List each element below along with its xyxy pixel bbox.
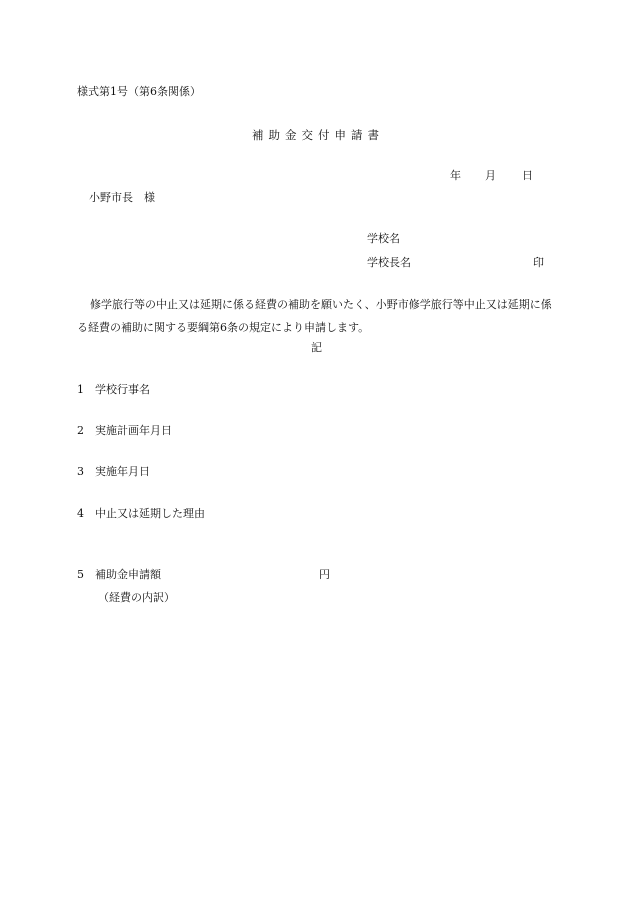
school-name-label: 学校名 (367, 232, 400, 245)
date-year: 年 (450, 169, 461, 182)
item-label: 学校行事名 (95, 383, 150, 396)
ki-heading: 記 (311, 341, 322, 354)
item-label: 実施年月日 (95, 465, 150, 478)
principal-name-label: 学校長名 (367, 256, 411, 269)
item-label: 補助金申請額 (95, 568, 161, 581)
request-body-text: 修学旅行等の中止又は延期に係る経費の補助を願いたく、小野市修学旅行等中止又は延期に係る経費の補助に関する要綱第6条の規定により申請します。 (77, 298, 552, 334)
date-day: 日 (522, 169, 533, 182)
yen-unit: 円 (319, 568, 330, 581)
item-label: 中止又は延期した理由 (95, 507, 205, 520)
item-number: 3 (77, 465, 84, 478)
document-title: 補助金交付申請書 (252, 128, 384, 142)
item-number: 1 (77, 383, 84, 396)
item-label: 実施計画年月日 (95, 424, 172, 437)
date-month: 月 (485, 169, 496, 182)
expense-breakdown-label: （経費の内訳） (98, 591, 175, 604)
form-number: 様式第1号（第6条関係） (77, 85, 201, 98)
seal-mark: 印 (533, 256, 544, 269)
item-number: 5 (77, 568, 84, 581)
addressee: 小野市長 様 (89, 191, 155, 204)
item-number: 4 (77, 507, 84, 520)
item-number: 2 (77, 424, 84, 437)
